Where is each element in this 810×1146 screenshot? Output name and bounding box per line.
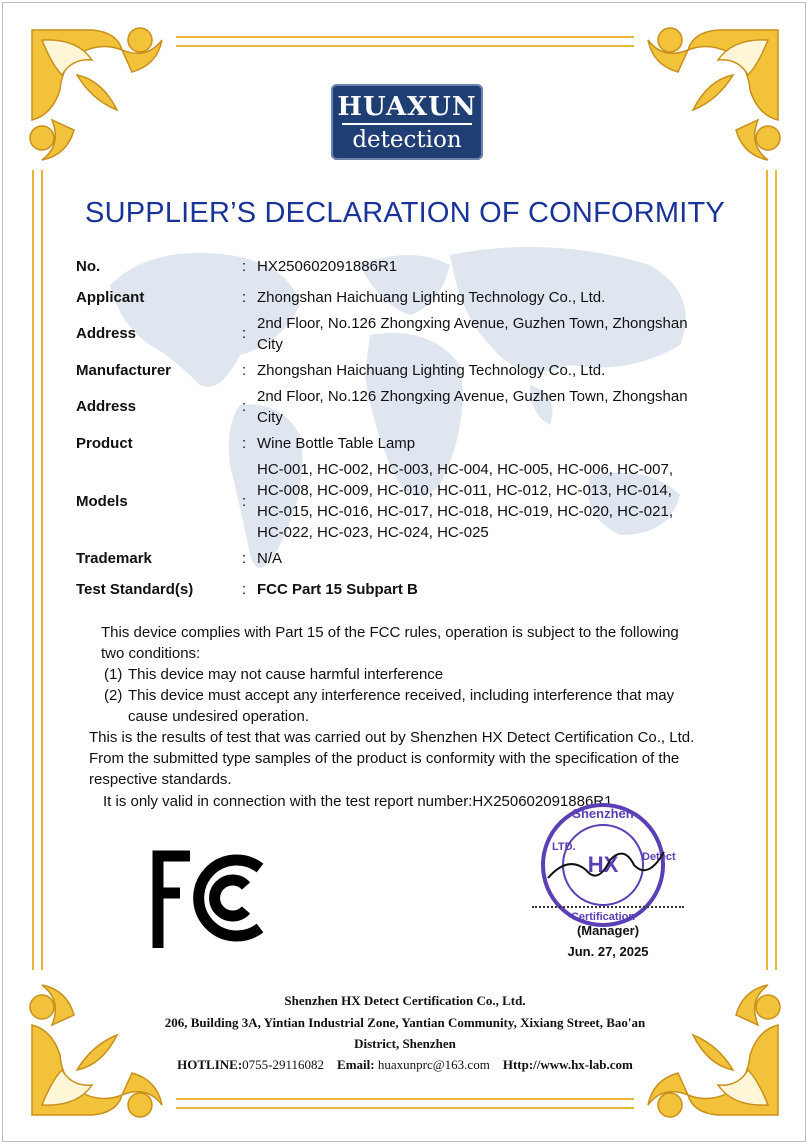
- stamp-top-text: Shenzhen: [572, 806, 634, 821]
- field-colon: :: [242, 435, 247, 452]
- signature-line: [532, 906, 684, 908]
- results-text: This is the results of test that was carried out by Shenzhen HX Detect Certification Co., Ltd.: [89, 729, 695, 746]
- email-label: Email:: [337, 1057, 375, 1072]
- field-value-line: 2nd Floor, No.126 Zhongxing Avenue, Guzhen Town, Zhongshan: [257, 388, 688, 405]
- field-label: Trademark: [76, 550, 152, 567]
- field-value-line: 2nd Floor, No.126 Zhongxing Avenue, Guzhen Town, Zhongshan: [257, 315, 688, 332]
- field-value: Zhongshan Haichuang Lighting Technology Co., Ltd.: [257, 289, 606, 306]
- field-label: Models: [76, 493, 128, 510]
- field-colon: :: [242, 362, 247, 379]
- stamp-center-text: HX: [587, 852, 619, 877]
- field-colon: :: [242, 493, 247, 510]
- gold-border-left: [32, 170, 43, 970]
- condition-number: (2): [104, 687, 123, 704]
- field-colon: :: [242, 398, 247, 415]
- logo-line2: detection: [352, 126, 462, 153]
- footer-contact: [0, 1054, 810, 1075]
- field-value-line: HC-022, HC-023, HC-024, HC-025: [257, 524, 489, 541]
- field-value: HX250602091886R1: [257, 258, 398, 275]
- logo-line1: HUAXUN: [337, 91, 477, 122]
- field-label: Product: [76, 435, 133, 452]
- field-colon: :: [242, 581, 247, 598]
- field-value: Wine Bottle Table Lamp: [257, 435, 416, 452]
- field-label: Address: [76, 398, 137, 415]
- field-colon: :: [242, 325, 247, 342]
- gold-border-bottom: [176, 1098, 634, 1109]
- hotline-label: HOTLINE:: [177, 1057, 243, 1072]
- footer-address: District, Shenzhen: [354, 1036, 456, 1051]
- corner-ornament-icon: [638, 20, 788, 170]
- huaxun-logo: [331, 84, 483, 160]
- gold-border-right: [766, 170, 777, 970]
- field-value-line: City: [257, 336, 283, 353]
- stamp-bottom-text: Certification: [570, 911, 636, 923]
- statement-intro: two conditions:: [101, 645, 201, 662]
- validity-text: It is only valid in connection with the test report number:HX250602091886R1.: [103, 793, 617, 810]
- field-value-line: HC-001, HC-002, HC-003, HC-004, HC-005, HC-006, HC-007,: [257, 461, 673, 478]
- website-link: Http://www.hx-lab.com: [502, 1057, 633, 1072]
- field-colon: :: [242, 289, 247, 306]
- fcc-logo-icon: [150, 848, 270, 948]
- field-colon: :: [242, 550, 247, 567]
- condition-number: (1): [104, 666, 123, 683]
- email-address: huaxunprc@163.com: [377, 1057, 490, 1072]
- condition-text: cause undesired operation.: [128, 708, 309, 725]
- results-text: From the submitted type samples of the product is conformity with the specification of the: [89, 750, 680, 767]
- field-label: No.: [76, 258, 101, 275]
- field-value: Zhongshan Haichuang Lighting Technology Co., Ltd.: [257, 362, 606, 379]
- field-colon: :: [242, 258, 247, 275]
- stamp-right-text: Detect: [642, 851, 676, 863]
- field-label: Manufacturer: [76, 362, 172, 379]
- statement-intro: This device complies with Part 15 of the FCC rules, operation is subject to the following: [101, 624, 679, 641]
- field-label: Test Standard(s): [76, 581, 194, 598]
- field-value-line: HC-015, HC-016, HC-017, HC-018, HC-019, HC-020, HC-021,: [257, 503, 673, 520]
- results-text: respective standards.: [89, 771, 232, 788]
- corner-ornament-icon: [22, 20, 172, 170]
- footer-company: Shenzhen HX Detect Certification Co., Ltd.: [284, 993, 526, 1008]
- gold-border-top: [176, 36, 634, 47]
- hotline-number: 0755-29116082: [242, 1057, 325, 1072]
- signer-role: (Manager): [576, 923, 640, 938]
- condition-text: This device must accept any interference received, including interference that may: [128, 687, 675, 704]
- field-label: Address: [76, 325, 137, 342]
- signature-date: Jun. 27, 2025: [567, 944, 649, 959]
- stamp-left-text: LTD.: [552, 841, 576, 853]
- footer-address: 206, Building 3A, Yintian Industrial Zone, Yantian Community, Xixiang Street, Bao'an: [164, 1015, 646, 1030]
- logo-divider: [342, 123, 472, 125]
- field-value: N/A: [257, 550, 283, 567]
- field-value-line: City: [257, 409, 283, 426]
- company-stamp-icon: [538, 800, 676, 930]
- field-label: Applicant: [76, 289, 145, 306]
- field-value-line: HC-008, HC-009, HC-010, HC-011, HC-012, HC-013, HC-014,: [257, 482, 672, 499]
- field-value: FCC Part 15 Subpart B: [257, 581, 418, 598]
- condition-text: This device may not cause harmful interference: [128, 666, 444, 683]
- page-title: SUPPLIER’S DECLARATION OF CONFORMITY: [85, 197, 725, 229]
